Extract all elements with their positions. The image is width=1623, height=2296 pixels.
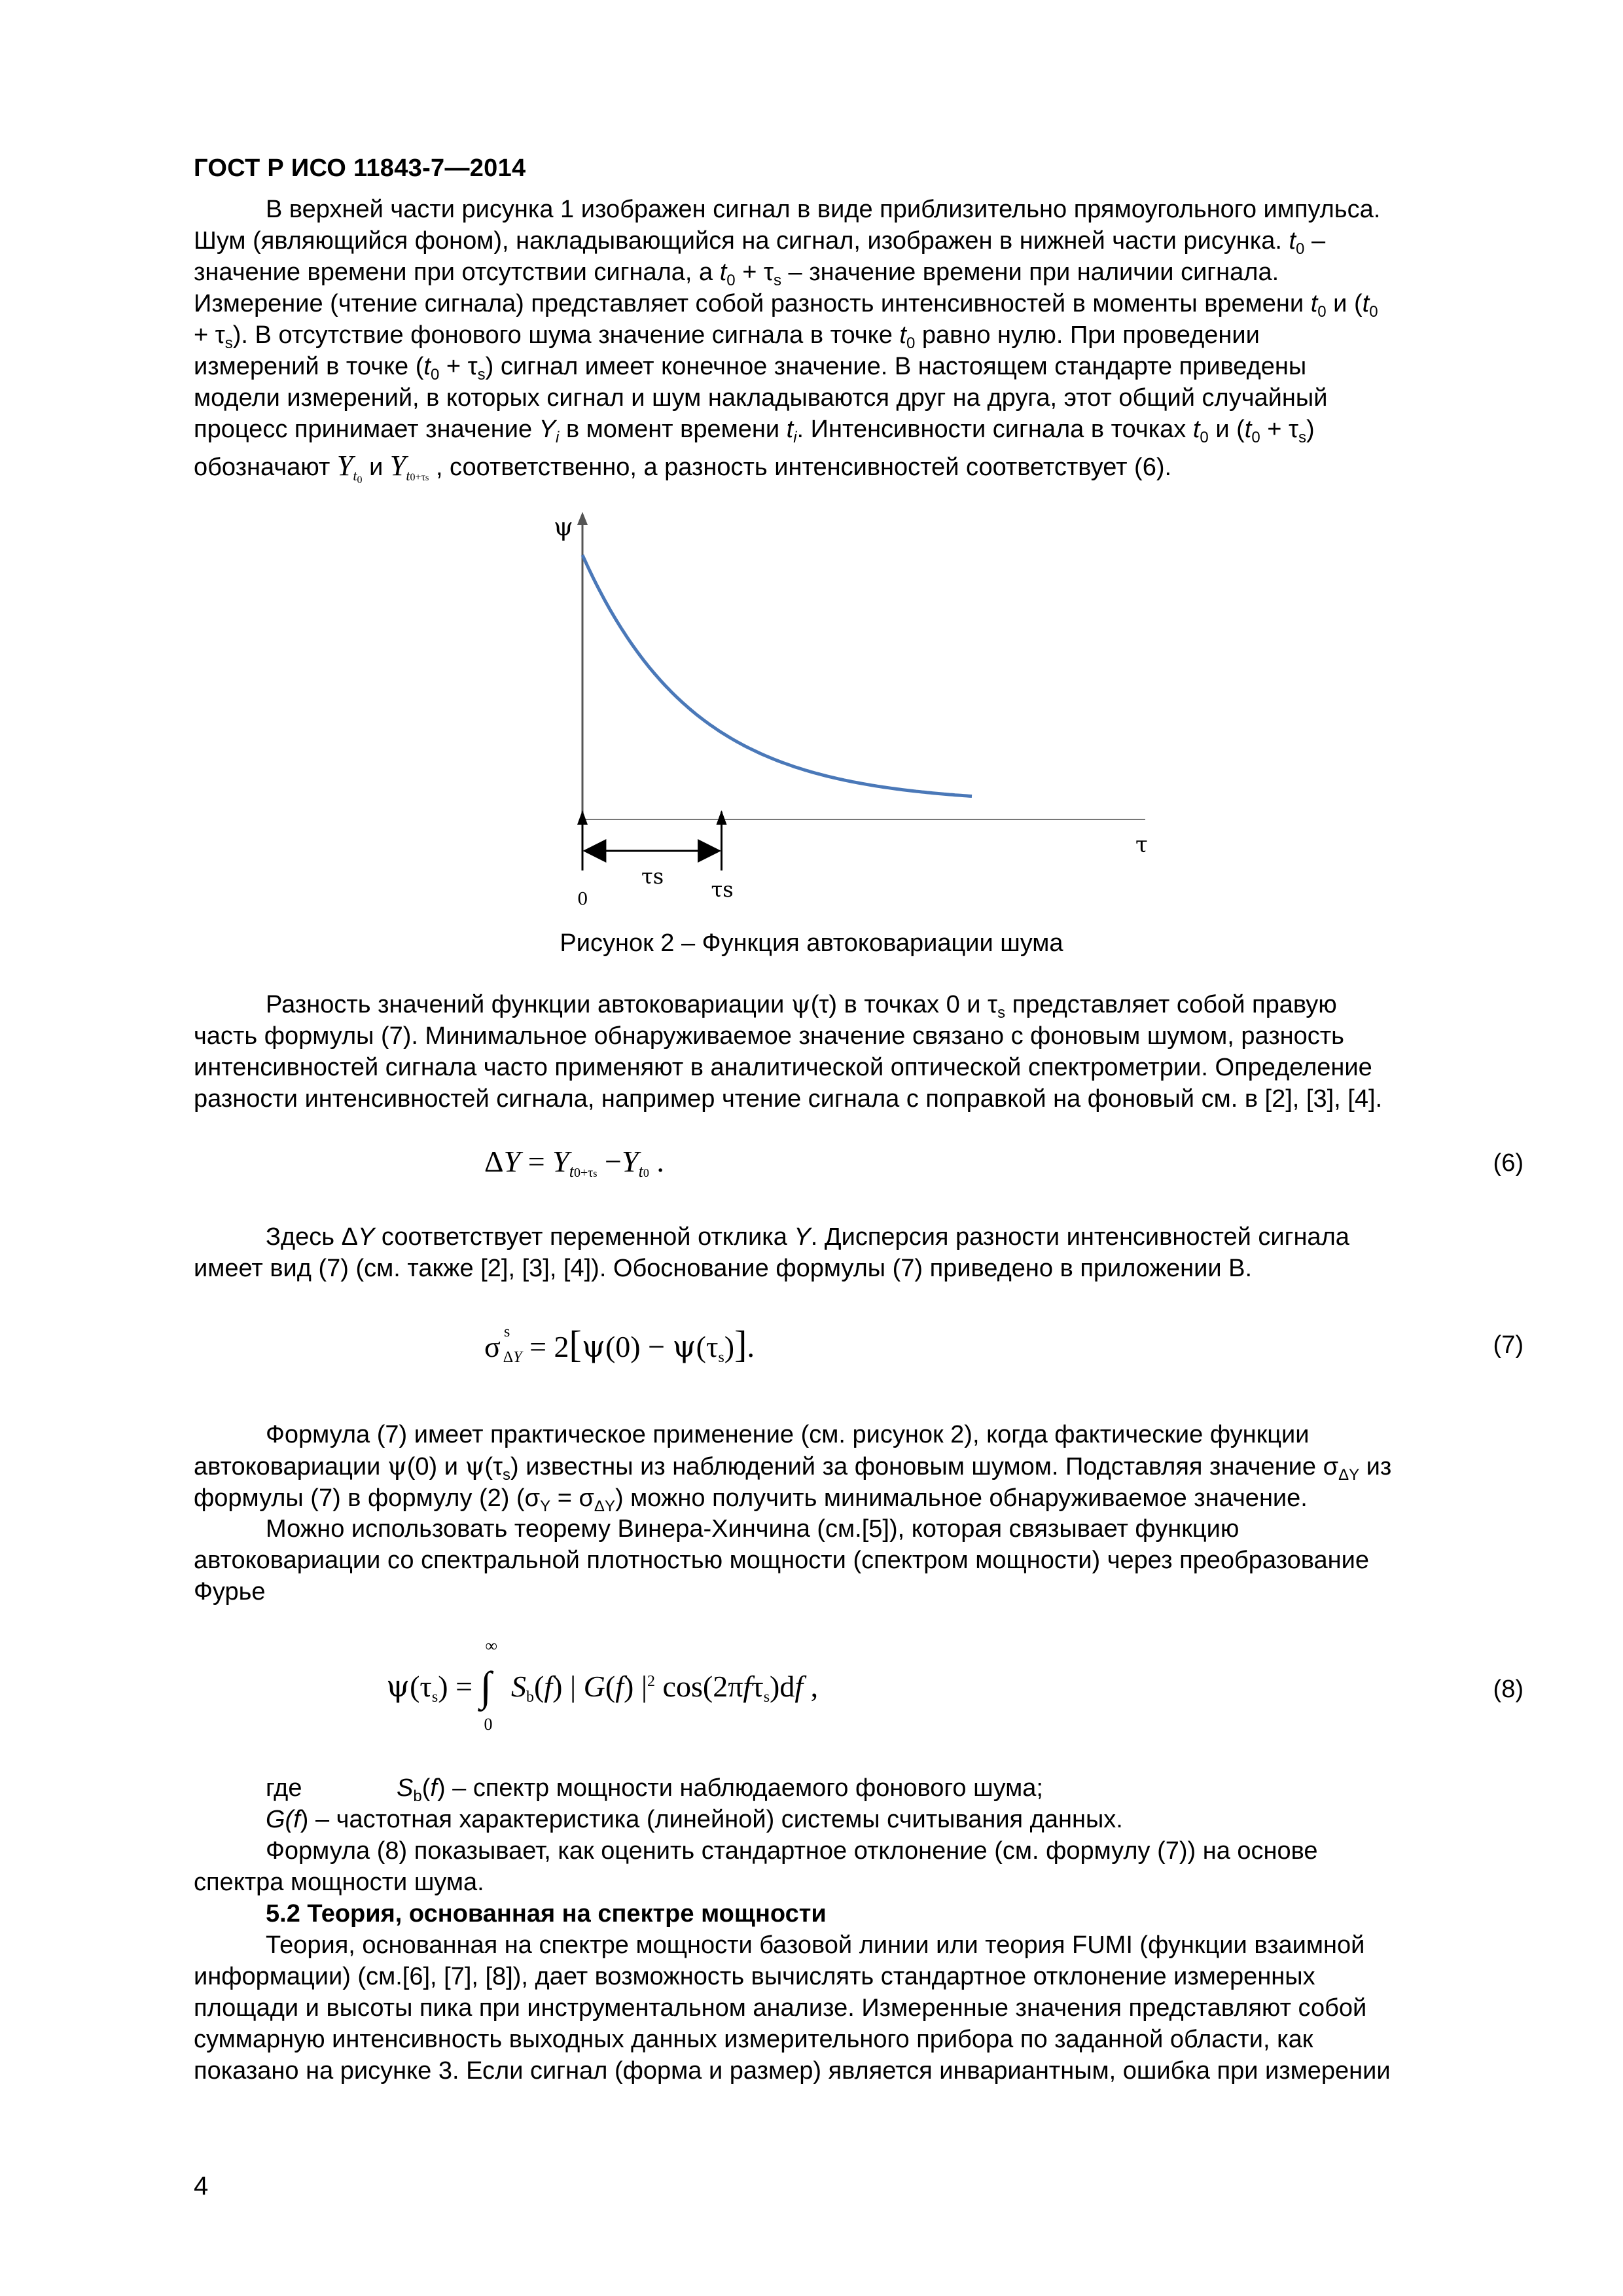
page-number: 4 xyxy=(194,2172,209,2200)
figure-caption: Рисунок 2 – Функция автоковариации шума xyxy=(560,929,1063,957)
origin-label: 0 xyxy=(577,889,588,909)
equation-8: $\psi(\tau_s)$ = ∫ ∞ 0 $S_b(f)$ | G(f) $|^2$ cos(2πfτ$_s$)df , xyxy=(386,1636,819,1734)
equation-7: σ s $_{\Delta Y} = 2[\psi(0) - \psi(\tau_s)]$. xyxy=(484,1323,755,1366)
paragraph-intro: В верхней части рисунка 1 изображен сигнал в виде приблизительно прямоугольного импульса. Шум (являющийся фоном), накладывающийся на сигнал, изображен в нижней части рисунка. $t_0$ – значение времени при отсутствии сигнала, а $t_0 + \tau_s$ – значение времени при наличии сигнала. Измерение (чтение сигнала) представляет собой разность интенсивностей в моменты времени $t_0$ и ($t_0$ + $\tau_s$). В отсутствие фонового шума значение сигнала в точке $t_0$ равно нулю. При проведении измерений в точке $(t_0 + \tau_s)$ сигнал имеет конечное значение. В настоящем стандарте приведены модели измерений, в которых сигнал и шум накладываются друг на друга, этот общий случайный процесс принимает значение $Y_i$ в момент времени $t_i$. Интенсивности сигнала в точках $t_0$ и $(t_0 + \tau_s)$ обозначают $Y_{t_0}$ и $Y_{t0+\tau s}$ , соответственно, а разность интенсивностей соответствует (6). xyxy=(194,196,1381,486)
section-heading: 5.2 Теория, основанная на спектре мощности xyxy=(266,1900,827,1928)
autocovariance-chart xyxy=(543,504,1171,910)
paragraph-delta-y: Здесь ΔY соответствует переменной отклика Y. Дисперсия разности интенсивностей сигнала имеет вид (7) (см. также [2], [3], [4]). Обоснование формулы (7) приведено в приложении В. xyxy=(194,1223,1349,1282)
x-axis-label: τ xyxy=(1135,832,1148,858)
paragraph-formula-8: Формула (8) показывает, как оценить стандартное отклонение (см. формулу (7)) на основе спектра мощности шума. xyxy=(194,1837,1318,1896)
paragraph-wiener-khinchin: Можно использовать теорему Винера-Хинчина (см.[5]), которая связывает функцию автоковариации со спектральной плотностью мощности (спектром мощности) через преобразование Фурье xyxy=(194,1515,1370,1605)
equation-7-number: (7) xyxy=(1493,1331,1524,1359)
y-axis-arrow-icon xyxy=(577,512,588,525)
marker-arrowhead-icon-0 xyxy=(577,810,588,825)
where-definitions: где $S_b(f)$ – спектр мощности наблюдаемого фонового шума; G(f) – частотная характеристика (линейной) системы считывания данных. xyxy=(266,1774,1123,1833)
paragraph-fumi: Теория, основанная на спектре мощности базовой линии или теория FUMI (функции взаимной информации) (см.[6], [7], [8]), дает возможность вычислять стандартное отклонение измеренных площади и высоты пика при инструментальном анализе. Измеренные значения представляют собой суммарную интенсивность выходных данных измерительного прибора по заданной области, как показано на рисунке 3. Если сигнал (форма и размер) является инвариантным, ошибка при измерении xyxy=(194,1931,1391,2085)
y-axis-label: ψ xyxy=(554,512,573,541)
paragraph-formula-use: Формула (7) имеет практическое применение (см. рисунок 2), когда фактические функции автоковариации ψ(0) и $\psi(\tau_s)$ известны из наблюдений за фоновым шумом. Подставляя значение $\sigma_{\Delta Y}$ из формулы (7) в формулу (2) $(\sigma_Y = \sigma_{\Delta Y})$ можно получить минимальное обнаруживаемое значение. xyxy=(194,1421,1392,1515)
marker-arrowhead-icon-1 xyxy=(717,810,727,825)
paragraph-difference: Разность значений функции автоковариации ψ(τ) в точках 0 и $\tau_s$ представляет собой правую часть формулы (7). Минимальное обнаруживаемое значение связано с фоновым шумом, разность интенсивностей сигнала часто применяют в аналитической оптической спектрометрии. Определение разности интенсивностей сигнала, например чтение сигнала с поправкой на фоновый см. в [2], [3], [4]. xyxy=(194,990,1383,1113)
equation-6-number: (6) xyxy=(1493,1149,1524,1177)
equation-8-number: (8) xyxy=(1493,1676,1524,1703)
equation-6: $\Delta Y = Y_{t0+\tau s} -Y_{t0}$ . xyxy=(484,1145,664,1181)
marker-label: τs xyxy=(711,877,734,902)
page-header: ГОСТ Р ИСО 11843-7—2014 xyxy=(194,154,526,182)
psi-curve xyxy=(582,555,972,797)
interval-label: τs xyxy=(641,864,664,889)
